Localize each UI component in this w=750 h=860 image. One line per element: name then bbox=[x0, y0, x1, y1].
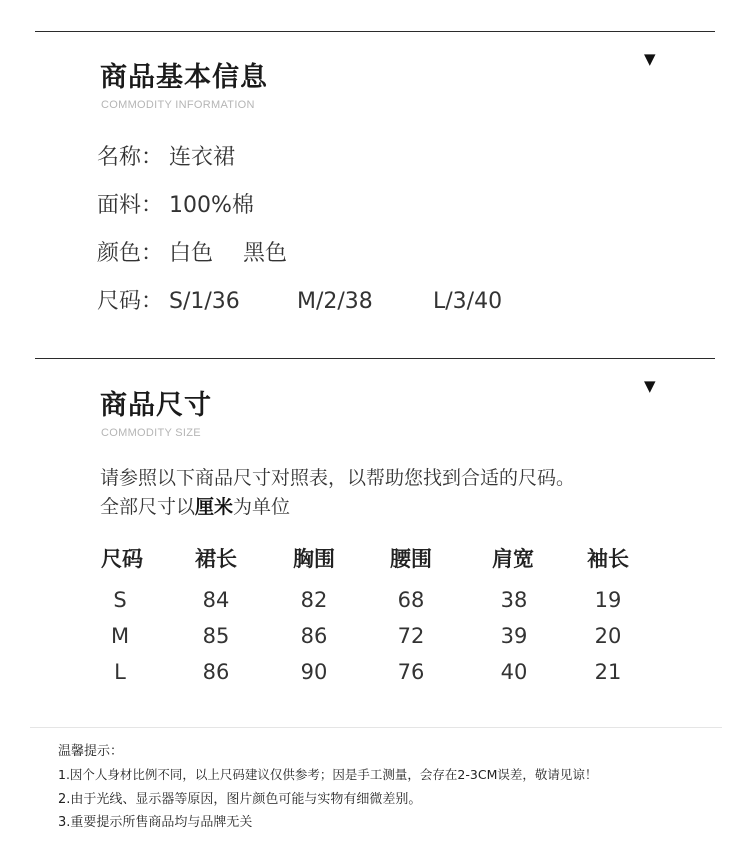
table-cell: 72 bbox=[397, 624, 425, 648]
info-value: 黑色 bbox=[243, 241, 288, 266]
table-cell: 84 bbox=[202, 588, 230, 612]
table-cell: 90 bbox=[300, 660, 328, 684]
table-cell: 85 bbox=[202, 624, 230, 648]
info-value: 白色 bbox=[169, 241, 214, 266]
size-title: 商品尺寸 bbox=[100, 390, 212, 421]
section-divider bbox=[35, 358, 715, 359]
size-intro: 请参照以下商品尺寸对照表，以帮助您找到合适的尺码。 bbox=[100, 467, 576, 489]
table-header: 胸围 bbox=[293, 547, 335, 571]
info-label: 面料： bbox=[97, 193, 164, 218]
info-row-name bbox=[97, 147, 235, 169]
table-cell: 82 bbox=[300, 588, 328, 612]
info-row-color bbox=[97, 243, 287, 265]
info-value: M/2/38 bbox=[297, 289, 373, 314]
table-header: 尺码 bbox=[101, 547, 143, 571]
triangle-down-icon[interactable]: ▼ bbox=[644, 50, 656, 68]
table-header: 袖长 bbox=[587, 547, 629, 571]
table-cell: 86 bbox=[300, 624, 328, 648]
table-cell: M bbox=[110, 624, 130, 648]
size-unit-note bbox=[100, 498, 290, 517]
tips-item: 2.由于光线、显示器等原因，图片颜色可能与实物有细微差别。 bbox=[58, 792, 422, 807]
table-cell: 76 bbox=[397, 660, 425, 684]
table-cell: L bbox=[114, 660, 126, 684]
table-cell: 38 bbox=[500, 588, 528, 612]
tips-item: 3.重要提示所售商品均与品牌无关 bbox=[58, 815, 253, 830]
info-value: S/1/36 bbox=[169, 289, 240, 314]
unit-note-text: 为单位 bbox=[233, 496, 291, 518]
info-value: 100%棉 bbox=[169, 193, 254, 218]
info-label: 颜色： bbox=[97, 241, 164, 266]
info-row-fabric bbox=[97, 195, 254, 217]
table-cell: 39 bbox=[500, 624, 528, 648]
unit-note-emphasis: 厘米 bbox=[195, 496, 234, 518]
triangle-down-icon[interactable]: ▼ bbox=[644, 377, 656, 395]
unit-note-text: 全部尺寸以 bbox=[100, 496, 196, 518]
info-label: 名称： bbox=[97, 145, 164, 170]
table-cell: 21 bbox=[594, 660, 622, 684]
table-cell: 20 bbox=[594, 624, 622, 648]
tips-title: 温馨提示： bbox=[58, 744, 124, 759]
table-header: 腰围 bbox=[390, 547, 432, 571]
info-row-size bbox=[97, 291, 502, 313]
top-divider bbox=[35, 31, 715, 32]
info-label: 尺码： bbox=[97, 289, 164, 314]
table-cell: 40 bbox=[500, 660, 528, 684]
table-header: 裙长 bbox=[195, 547, 237, 571]
tips-divider bbox=[30, 727, 722, 728]
table-cell: 19 bbox=[594, 588, 622, 612]
basic-info-subtitle: COMMODITY INFORMATION bbox=[101, 99, 255, 111]
info-value: 连衣裙 bbox=[169, 145, 236, 170]
table-cell: S bbox=[113, 588, 127, 612]
info-value: L/3/40 bbox=[433, 289, 503, 314]
table-cell: 86 bbox=[202, 660, 230, 684]
basic-info-title: 商品基本信息 bbox=[100, 62, 268, 93]
table-cell: 68 bbox=[397, 588, 425, 612]
table-header: 肩宽 bbox=[492, 547, 534, 571]
tips-item: 1.因个人身材比例不同，以上尺码建议仅供参考；因是手工测量，会存在2-3CM误差，敬请见谅！ bbox=[58, 767, 598, 782]
size-subtitle: COMMODITY SIZE bbox=[101, 427, 201, 439]
